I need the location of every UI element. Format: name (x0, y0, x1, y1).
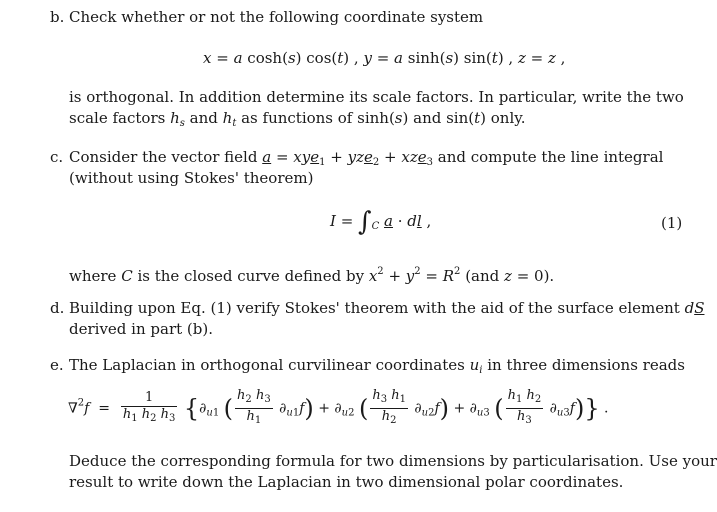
laplacian-equation: ∇$^2$f = $\frac{1}{h_1 h_2 h_3}$ {$\partial_{u1}$ ( $\frac{h_2 h_3}{h_1}$ $\partial_{u1}f) + \partial_{u2}$ ( $\frac{h_3 h_1}{h_2}$ $\partial_{u2}f) + \partial_{u3}$ ( $\frac{h_1 h_2}{h_3}$ $\partial_{u3}f$)} . (68, 388, 609, 426)
part-c-label: c. (50, 148, 64, 166)
part-b-label: b. (50, 8, 65, 26)
part-c-line3: where C is the closed curve defined by $x^2 + y^2 = R^2$ (and z = 0). (69, 266, 555, 285)
part-d-label: d. (50, 299, 65, 317)
part-e-line2: Deduce the corresponding formula for two dimensions by particularisation. Use your (69, 452, 717, 470)
part-d-line2: derived in part (b). (69, 320, 213, 338)
part-c-line1: Consider the vector field a = xye$_1$ + yze$_2$ + xze$_3$ and compute the line integral (69, 148, 664, 168)
part-e-line3: result to write down the Laplacian in two dimensional polar coordinates. (69, 473, 624, 491)
part-b-line1: Check whether or not the following coordinate system (69, 8, 484, 26)
part-e-line1: The Laplacian in orthogonal curvilinear coordinates $u_i$ in three dimensions reads (69, 356, 685, 376)
part-e-label: e. (50, 356, 64, 374)
part-c-line2: (without using Stokes' theorem) (69, 169, 314, 187)
part-b-line2: is orthogonal. In addition determine its scale factors. In particular, write the two (69, 88, 684, 106)
part-c-equation: $I = \int_C$ a · dl , (330, 207, 432, 237)
part-b-equation: x = a cosh(s) cos(t) , y = a sinh(s) sin(t) , z = z , (203, 49, 566, 67)
part-b-line3: scale factors $h_s$ and $h_t$ as functions of sinh(s) and sin(t) only. (69, 109, 526, 129)
part-d-line1: Building upon Eq. (1) verify Stokes' theorem with the aid of the surface element dS (69, 299, 705, 317)
equation-number: (1) (661, 214, 683, 232)
